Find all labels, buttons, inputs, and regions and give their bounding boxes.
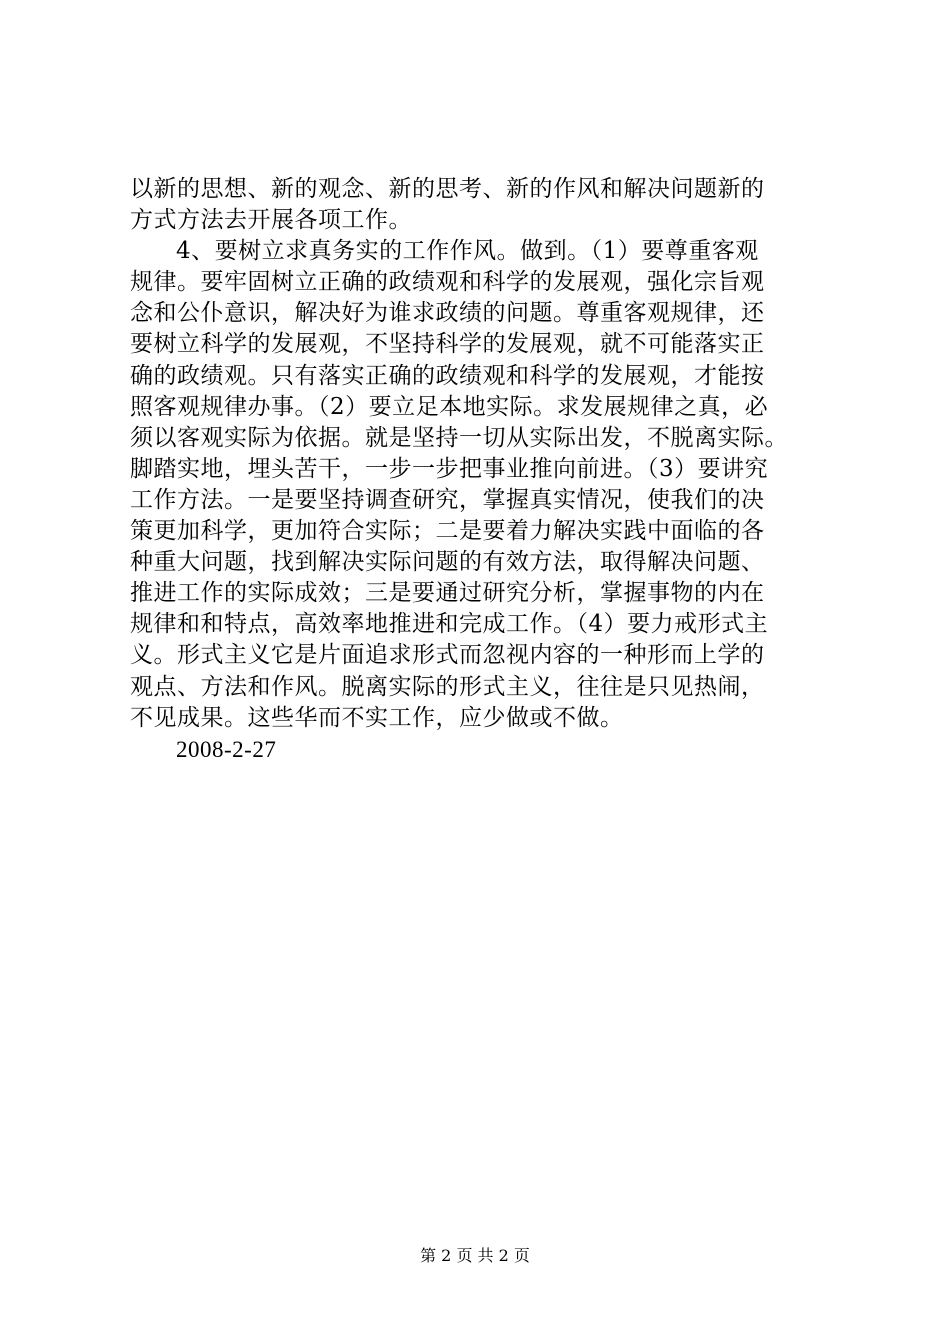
text-line: 观点、方法和作风。脱离实际的形式主义，往往是只见热闹， (130, 673, 765, 700)
text-line: 脚踏实地，埋头苦干，一步一步把事业推向前进。（3）要讲究 (130, 455, 769, 482)
text-line: 念和公仆意识，解决好为谁求政绩的问题。尊重客观规律，还 (130, 300, 765, 327)
text-line: 照客观规律办事。（2）要立足本地实际。求发展规律之真，必 (130, 393, 769, 420)
text-line: 须以客观实际为依据。就是坚持一切从实际出发，不脱离实际。 (130, 424, 788, 451)
text-line: 确的政绩观。只有落实正确的政绩观和科学的发展观，才能按 (130, 362, 765, 389)
body-text (130, 174, 835, 765)
text-line: 规律和和特点，高效率地推进和完成工作。（4）要力戒形式主 (130, 611, 769, 638)
text-line: 要树立科学的发展观，不坚持科学的发展观，就不可能落实正 (130, 331, 765, 358)
text-line: 义。形式主义它是片面追求形式而忽视内容的一种形而上学的 (130, 642, 765, 669)
text-line: 4、要树立求真务实的工作作风。做到。（1）要尊重客观 (176, 238, 759, 265)
text-line: 策更加科学，更加符合实际；二是要着力解决实践中面临的各 (130, 518, 765, 545)
text-line: 工作方法。一是要坚持调查研究，掌握真实情况，使我们的决 (130, 486, 765, 513)
text-line: 种重大问题，找到解决实际问题的有效方法，取得解决问题、 (130, 549, 765, 576)
text-line: 推进工作的实际成效；三是要通过研究分析，掌握事物的内在 (130, 580, 765, 607)
text-line: 不见成果。这些华而不实工作，应少做或不做。 (130, 704, 624, 731)
page-number-indicator: 第 2 页 共 2 页 (420, 1246, 530, 1265)
document-date: 2008-2-27 (176, 736, 277, 762)
text-line: 以新的思想、新的观念、新的思考、新的作风和解决问题新的 (130, 176, 765, 202)
text-line: 方式方法去开展各项工作。 (130, 207, 412, 234)
page-footer (0, 1243, 950, 1266)
text-line: 规律。要牢固树立正确的政绩观和科学的发展观，强化宗旨观 (130, 269, 765, 296)
